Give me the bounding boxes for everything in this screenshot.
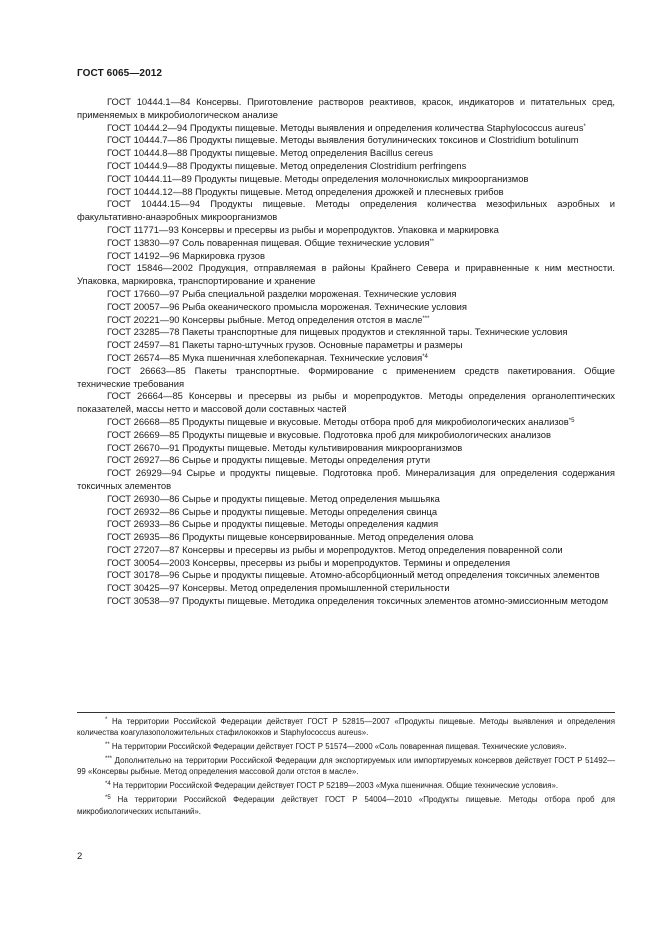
footnote-marker: ***: [422, 315, 430, 322]
reference-item: [77, 493, 615, 506]
reference-item: [77, 198, 615, 224]
reference-item: [77, 569, 615, 582]
reference-item: [77, 134, 615, 147]
reference-text: ГОСТ 20057—96 Рыба океанического промысла мороженая. Технические условия: [107, 300, 467, 312]
footnote-text: На территории Российской Федерации действует ГОСТ Р 54004—2010 «Продукты пищевые. Методы отбора проб для микробиологических испытаний».: [77, 795, 615, 816]
reference-item: [77, 173, 615, 186]
reference-text: ГОСТ 15846—2002 Продукция, отправляемая в районы Крайнего Севера и приравненные к ним местности. Упаковка, маркировка, транспортирование и хранение: [77, 262, 615, 287]
reference-item: [77, 186, 615, 199]
reference-list: [77, 96, 615, 608]
reference-item: [77, 454, 615, 467]
reference-item: [77, 262, 615, 288]
reference-text: ГОСТ 24597—81 Пакеты тарно-штучных грузов. Основные параметры и размеры: [107, 339, 463, 351]
footnote-text: На территории Российской Федерации действует ГОСТ Р 52815—2007 «Продукты пищевые. Методы выявления и определения количества коагулазоположительных стафилококков и Staphylococcus aureus».: [77, 717, 615, 738]
reference-text: ГОСТ 30178—96 Сырье и продукты пищевые. Атомно-абсорбционный метод определения токсичных элементов: [107, 569, 600, 581]
footnote-separator: [77, 712, 615, 713]
reference-text: ГОСТ 26663—85 Пакеты транспортные. Формирование с применением средств пакетирования. Общие технические требования: [77, 364, 615, 389]
reference-text: ГОСТ 26929—94 Сырье и продукты пищевые. Подготовка проб. Минерализация для определения содержания токсичных элементов: [77, 467, 615, 491]
footnote-marker: *: [583, 123, 586, 130]
footnote-marker: *5: [105, 795, 111, 802]
reference-item: [77, 314, 615, 327]
reference-item: [77, 544, 615, 557]
reference-item: [77, 301, 615, 314]
reference-text: ГОСТ 11771—93 Консервы и пресервы из рыбы и морепродуктов. Упаковка и маркировка: [107, 223, 499, 235]
reference-text: ГОСТ 14192—96 Маркировка грузов: [107, 249, 265, 261]
reference-item: [77, 582, 615, 595]
reference-item: [77, 429, 615, 442]
footnote-text: Дополнительно на территории Российской Федерации для экспортируемых или импортируемых консервов действует ГОСТ Р 51492—99 «Консервы рыбные. Метод определения массовой доли отстоя в масле».: [77, 756, 615, 777]
reference-text: ГОСТ 20221—90 Консервы рыбные. Метод определения отстоя в масле: [107, 313, 423, 325]
reference-text: ГОСТ 17660—97 Рыба специальной разделки мороженая. Технические условия: [107, 287, 457, 299]
reference-text: ГОСТ 26669—85 Продукты пищевые и вкусовые. Подготовка проб для микробиологических анализов: [107, 428, 551, 440]
reference-text: ГОСТ 26933—86 Сырье и продукты пищевые. Методы определения кадмия: [107, 518, 439, 530]
footnote-marker: *4: [422, 353, 428, 360]
reference-text: ГОСТ 26670—91 Продукты пищевые. Методы культивирования микроорганизмов: [107, 441, 463, 453]
page-number: 2: [77, 851, 83, 862]
reference-item: [77, 224, 615, 237]
reference-item: [77, 416, 615, 429]
footnote-item: [77, 716, 615, 738]
footnote-marker: *: [105, 717, 108, 723]
reference-item: [77, 288, 615, 301]
footnote-item: [77, 794, 615, 816]
reference-item: [77, 339, 615, 352]
reference-text: ГОСТ 26930—86 Сырье и продукты пищевые. Метод определения мышьяка: [107, 492, 440, 504]
footnote-list: [77, 716, 615, 820]
reference-text: ГОСТ 10444.11—89 Продукты пищевые. Методы определения молочнокислых микроорганизмов: [107, 172, 529, 184]
reference-item: [77, 250, 615, 263]
footnote-marker: *5: [568, 417, 575, 424]
reference-text: ГОСТ 30425—97 Консервы. Метод определения промышленной стерильности: [107, 582, 450, 594]
reference-text: ГОСТ 26668—85 Продукты пищевые и вкусовые. Методы отбора проб для микробиологических анализов: [107, 415, 569, 427]
reference-text: ГОСТ 10444.12—88 Продукты пищевые. Метод определения дрожжей и плесневых грибов: [107, 185, 504, 197]
reference-text: ГОСТ 10444.7—86 Продукты пищевые. Методы выявления ботулинических токсинов и Clostridium botulinum: [107, 134, 579, 146]
reference-item: [77, 557, 615, 570]
reference-text: ГОСТ 10444.8—88 Продукты пищевые. Метод определения Bacillus cereus: [107, 147, 433, 159]
reference-text: ГОСТ 10444.2—94 Продукты пищевые. Методы выявления и определения количества Staphylococcus aureus: [107, 121, 584, 133]
reference-item: [77, 352, 615, 365]
reference-item: [77, 365, 615, 391]
reference-text: ГОСТ 13830—97 Соль поваренная пищевая. Общие технические условия: [107, 236, 430, 248]
footnote-marker: **: [429, 238, 435, 245]
reference-text: ГОСТ 26664—85 Консервы и пресервы из рыбы и морепродуктов. Методы определения органолептических показателей, массы нетто и массовой доли составных частей: [77, 390, 615, 415]
footnote-item: [77, 741, 615, 752]
reference-text: ГОСТ 26574—85 Мука пшеничная хлебопекарная. Технические условия: [107, 351, 423, 363]
reference-item: [77, 160, 615, 173]
footnote-item: [77, 755, 615, 777]
reference-item: [77, 326, 615, 339]
reference-item: [77, 467, 615, 493]
reference-text: ГОСТ 10444.15—94 Продукты пищевые. Методы определения количества мезофильных аэробных и факультативно-анаэробных микроорганизмов: [77, 198, 615, 223]
reference-text: ГОСТ 23285—78 Пакеты транспортные для пищевых продуктов и стеклянной тары. Технические условия: [107, 326, 568, 338]
reference-item: [77, 442, 615, 455]
footnote-text: На территории Российской Федерации действует ГОСТ Р 51574—2000 «Соль поваренная пищевая. Технические условия».: [111, 742, 567, 752]
reference-text: ГОСТ 27207—87 Консервы и пресервы из рыбы и морепродуктов. Метод определения поваренной соли: [107, 543, 563, 555]
reference-text: ГОСТ 26932—86 Сырье и продукты пищевые. Методы определения свинца: [107, 505, 438, 517]
footnote-marker: **: [105, 742, 110, 749]
reference-text: ГОСТ 10444.1—84 Консервы. Приготовление растворов реактивов, красок, индикаторов и питательных сред, применяемых в микробиологическом анализе: [77, 96, 615, 120]
reference-item: [77, 96, 615, 122]
footnote-text: На территории Российской Федерации действует ГОСТ Р 52189—2003 «Мука пшеничная. Общие технические условия».: [112, 781, 559, 791]
reference-item: [77, 122, 615, 135]
reference-text: ГОСТ 30538—97 Продукты пищевые. Методика определения токсичных элементов атомно-эмиссионным методом: [107, 595, 609, 607]
reference-item: [77, 531, 615, 544]
reference-item: [77, 506, 615, 519]
reference-text: ГОСТ 10444.9—88 Продукты пищевые. Метод определения Clostridium perfringens: [107, 159, 467, 171]
reference-text: ГОСТ 30054—2003 Консервы, пресервы из рыбы и морепродуктов. Термины и определения: [107, 556, 511, 568]
reference-item: [77, 147, 615, 160]
reference-text: ГОСТ 26927—86 Сырье и продукты пищевые. Методы определения ртути: [107, 454, 431, 466]
document-header: ГОСТ 6065—2012: [77, 68, 163, 79]
footnote-marker: ***: [105, 756, 113, 763]
footnote-marker: *4: [105, 781, 111, 788]
reference-item: [77, 595, 615, 608]
footnote-item: [77, 780, 615, 791]
reference-item: [77, 390, 615, 416]
reference-item: [77, 237, 615, 250]
reference-item: [77, 518, 615, 531]
reference-text: ГОСТ 26935—86 Продукты пищевые консервированные. Метод определения олова: [107, 531, 474, 543]
